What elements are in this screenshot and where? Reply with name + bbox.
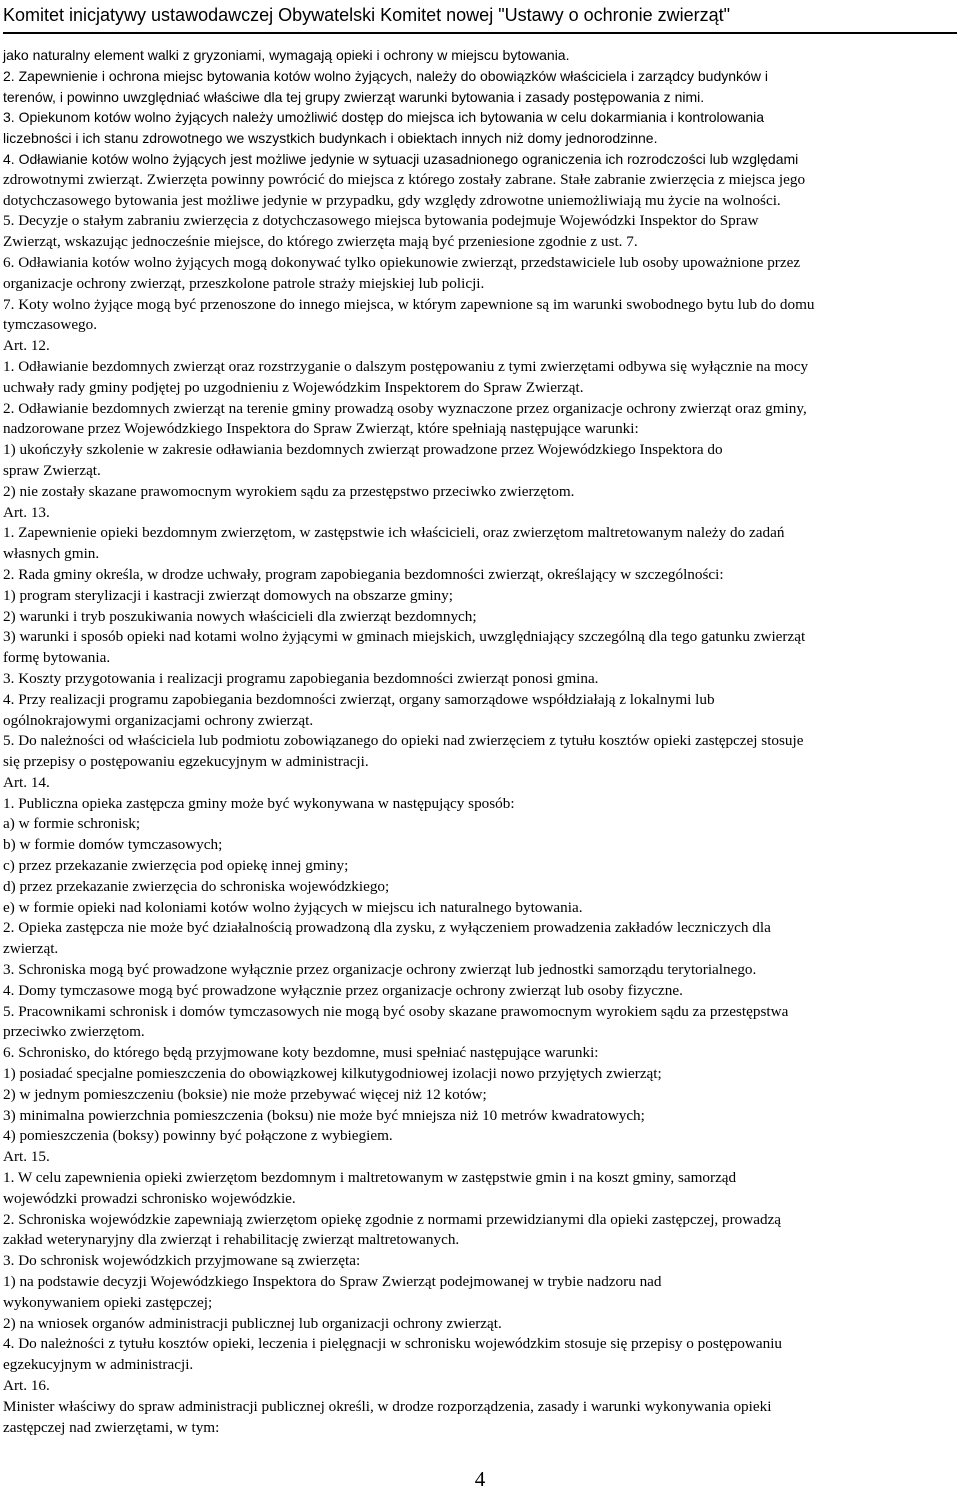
text-line: Art. 12. — [3, 337, 50, 355]
text-line: 3. Koszty przygotowania i realizacji programu zapobiegania bezdomności zwierząt ponosi gmina. — [3, 669, 599, 687]
text-line: 4) pomieszczenia (boksy) powinny być połączone z wybiegiem. — [3, 1127, 393, 1145]
text-line: 3) minimalna powierzchnia pomieszczenia (boksu) nie może być mniejsza niż 10 metrów kwadratowych; — [3, 1106, 645, 1124]
document-body — [3, 45, 953, 1438]
text-line: 2. Zapewnienie i ochrona miejsc bytowania kotów wolno żyjących, należy do obowiązków właściciela i zarządcy budynków i — [3, 67, 768, 84]
text-line: 6. Schronisko, do którego będą przyjmowane koty bezdomne, musi spełniać następujące warunki: — [3, 1044, 599, 1062]
text-line: 3. Do schronisk wojewódzkich przyjmowane są zwierzęta: — [3, 1252, 361, 1270]
text-line: a) w formie schronisk; — [3, 815, 141, 833]
text-line: Art. 15. — [3, 1148, 50, 1166]
text-line: 3) warunki i sposób opieki nad kotami wolno żyjącymi w gminach miejskich, uwzględniający szczególną dla tego gatunku zwierząt — [3, 628, 806, 646]
text-line: wojewódzki prowadzi schronisko wojewódzkie. — [3, 1189, 296, 1207]
text-line: 3. Opiekunom kotów wolno żyjących należy umożliwić dostęp do miejsca ich bytowania w celu dokarmiania i kontrolowania — [3, 109, 765, 126]
text-line: 6. Odławiania kotów wolno żyjących mogą dokonywać tylko opiekunowie zwierząt, przedstawiciele lub osoby upoważnione przez — [3, 253, 801, 271]
text-line: Art. 13. — [3, 503, 50, 521]
text-line: b) w formie domów tymczasowych; — [3, 836, 223, 854]
text-line: 1. Zapewnienie opieki bezdomnym zwierzętom, w zastępstwie ich właścicieli, oraz zwierzętom maltretowanym należy do zadań — [3, 524, 785, 542]
text-line: zakład weterynaryjny dla zwierząt i rehabilitację zwierząt maltretowanych. — [3, 1231, 460, 1249]
text-line: się przepisy o postępowaniu egzekucyjnym w administracji. — [3, 753, 369, 771]
text-line: przeciwko zwierzętom. — [3, 1023, 145, 1041]
text-line: jako naturalny element walki z gryzoniami, wymagają opieki i ochrony w miejscu bytowania. — [3, 47, 570, 63]
text-line: 4. Domy tymczasowe mogą być prowadzone wyłącznie przez organizacje ochrony zwierząt lub osoby fizyczne. — [3, 981, 683, 999]
page-header-title: Komitet inicjatywy ustawodawczej Obywatelski Komitet nowej "Ustawy o ochronie zwierząt" — [3, 5, 731, 25]
text-line: dotychczasowego bytowania jest możliwe jedynie w przypadku, gdy względy zdrowotne uniemożliwiają mu życie na wolności. — [3, 191, 781, 209]
text-line: 1. Odławianie bezdomnych zwierząt oraz rozstrzyganie o dalszym postępowaniu z tymi zwierzętami odbywa się wyłącznie na mocy — [3, 357, 809, 375]
text-line: 2. Opieka zastępcza nie może być działalnością prowadzoną dla zysku, z wyłączeniem prowadzenia zakładów leczniczych dla — [3, 919, 771, 937]
text-line: 1) program sterylizacji i kastracji zwierząt domowych na obszarze gminy; — [3, 586, 453, 604]
text-line: 4. Odławianie kotów wolno żyjących jest możliwe jedynie w sytuacji uzasadnionego ograniczenia ich rozrodczości lub względami — [3, 150, 799, 167]
text-line: 7. Koty wolno żyjące mogą być przenoszone do innego miejsca, w którym zapewnione są im warunki swobodnego bytu lub do domu — [3, 295, 815, 313]
text-line: 2) nie zostały skazane prawomocnym wyrokiem sądu za przestępstwo przeciwko zwierzętom. — [3, 482, 575, 500]
text-line: liczebności i ich stanu zdrowotnego we wszystkich budynkach i obiektach innych niż domy jednorodzinne. — [3, 130, 658, 147]
text-line: Art. 14. — [3, 773, 50, 791]
text-line: 4. Do należności z tytułu kosztów opieki, leczenia i pielęgnacji w schronisku wojewódzkim stosuje się przepisy o postępowaniu — [3, 1335, 783, 1353]
text-line: egzekucyjnym w administracji. — [3, 1356, 194, 1374]
text-line: wykonywaniem opieki zastępczej; — [3, 1293, 213, 1311]
text-line: 1) posiadać specjalne pomieszczenia do obowiązkowej kilkutygodniowej izolacji nowo przyjętych zwierząt; — [3, 1065, 662, 1083]
text-line: Minister właściwy do spraw administracji publicznej określi, w drodze rozporządzenia, zasady i warunki wykonywania opieki — [3, 1397, 772, 1415]
text-line: 3. Schroniska mogą być prowadzone wyłącznie przez organizacje ochrony zwierząt lub jednostki samorządu terytorialnego. — [3, 961, 757, 979]
text-line: uchwały rady gminy podjętej po uzgodnieniu z Wojewódzkim Inspektorem do Spraw Zwierząt. — [3, 378, 584, 396]
text-line: 2) w jednym pomieszczeniu (boksie) nie może przebywać więcej niż 12 kotów; — [3, 1085, 487, 1103]
text-line: c) przez przekazanie zwierzęcia pod opiekę innej gminy; — [3, 857, 349, 875]
text-line: 2. Odławianie bezdomnych zwierząt na terenie gminy prowadzą osoby wyznaczone przez organizacje ochrony zwierząt oraz gminy, — [3, 399, 807, 417]
text-line: Zwierząt, wskazując jednocześnie miejsce, do którego zwierzęta mają być przeniesione zgodnie z ust. 7. — [3, 233, 638, 251]
text-line: ogólnokrajowymi organizacjami ochrony zwierząt. — [3, 711, 314, 729]
text-line: organizacje ochrony zwierząt, przeszkolone patrole straży miejskiej lub policji. — [3, 274, 485, 292]
text-line: zastępczej nad zwierzętami, w tym: — [3, 1418, 220, 1436]
text-line: d) przez przekazanie zwierzęcia do schroniska wojewódzkiego; — [3, 877, 390, 895]
header-divider — [3, 32, 957, 34]
text-line: 1. W celu zapewnienia opieki zwierzętom bezdomnym i maltretowanym w zastępstwie gmin i na koszt gminy, samorząd — [3, 1169, 737, 1187]
text-line: 1) ukończyły szkolenie w zakresie odławiania bezdomnych zwierząt prowadzone przez Wojewódzkiego Inspektora do — [3, 441, 723, 459]
text-line: 5. Decyzje o stałym zabraniu zwierzęcia z dotychczasowego miejsca bytowania podejmuje Wojewódzki Inspektor do Spraw — [3, 212, 759, 230]
text-line: 1. Publiczna opieka zastępcza gminy może być wykonywana w następujący sposób: — [3, 794, 515, 812]
text-line: spraw Zwierząt. — [3, 461, 101, 479]
text-line: 4. Przy realizacji programu zapobiegania bezdomności zwierząt, organy samorządowe współdziałają z lokalnymi lub — [3, 690, 715, 708]
text-line: 5. Do należności od właściciela lub podmiotu zobowiązanego do opieki nad zwierzęciem z tytułu kosztów opieki zastępczej stosuje — [3, 732, 804, 750]
text-line: 2. Rada gminy określa, w drodze uchwały, program zapobiegania bezdomności zwierząt, określający w szczególności: — [3, 565, 724, 583]
page-number: 4 — [474, 1467, 486, 1491]
text-line: zdrowotnymi zwierząt. Zwierzęta powinny powrócić do miejsca z którego zostały zabrane. Stałe zabranie zwierzęcia z miejsca jego — [3, 170, 806, 188]
text-line: 1) na podstawie decyzji Wojewódzkiego Inspektora do Spraw Zwierząt podejmowanej w trybie nadzoru nad — [3, 1273, 662, 1291]
text-line: terenów, i powinno uwzględniać właściwe dla tej grupy zwierząt warunki bytowania i zasady postępowania z nimi. — [3, 88, 705, 105]
text-line: e) w formie opieki nad koloniami kotów wolno żyjących w miejscu ich naturalnego bytowania. — [3, 898, 583, 916]
text-line: Art. 16. — [3, 1377, 50, 1394]
text-line: 2) warunki i tryb poszukiwania nowych właścicieli dla zwierząt bezdomnych; — [3, 607, 477, 625]
text-line: nadzorowane przez Wojewódzkiego Inspektora do Spraw Zwierząt, które spełniają następujące warunki: — [3, 420, 639, 438]
text-line: 2) na wniosek organów administracji publicznej lub organizacji ochrony zwierząt. — [3, 1314, 502, 1332]
text-line: własnych gmin. — [3, 545, 100, 563]
text-line: formę bytowania. — [3, 649, 111, 667]
text-line: zwierząt. — [3, 940, 59, 958]
text-line: 2. Schroniska wojewódzkie zapewniają zwierzętom opiekę zgodnie z normami przewidzianymi dla opieki zastępczej, prowadzą — [3, 1210, 782, 1228]
text-line: 5. Pracownikami schronisk i domów tymczasowych nie mogą być osoby skazane prawomocnym wyrokiem sądu za przestępstwa — [3, 1002, 789, 1020]
text-line: tymczasowego. — [3, 316, 98, 334]
